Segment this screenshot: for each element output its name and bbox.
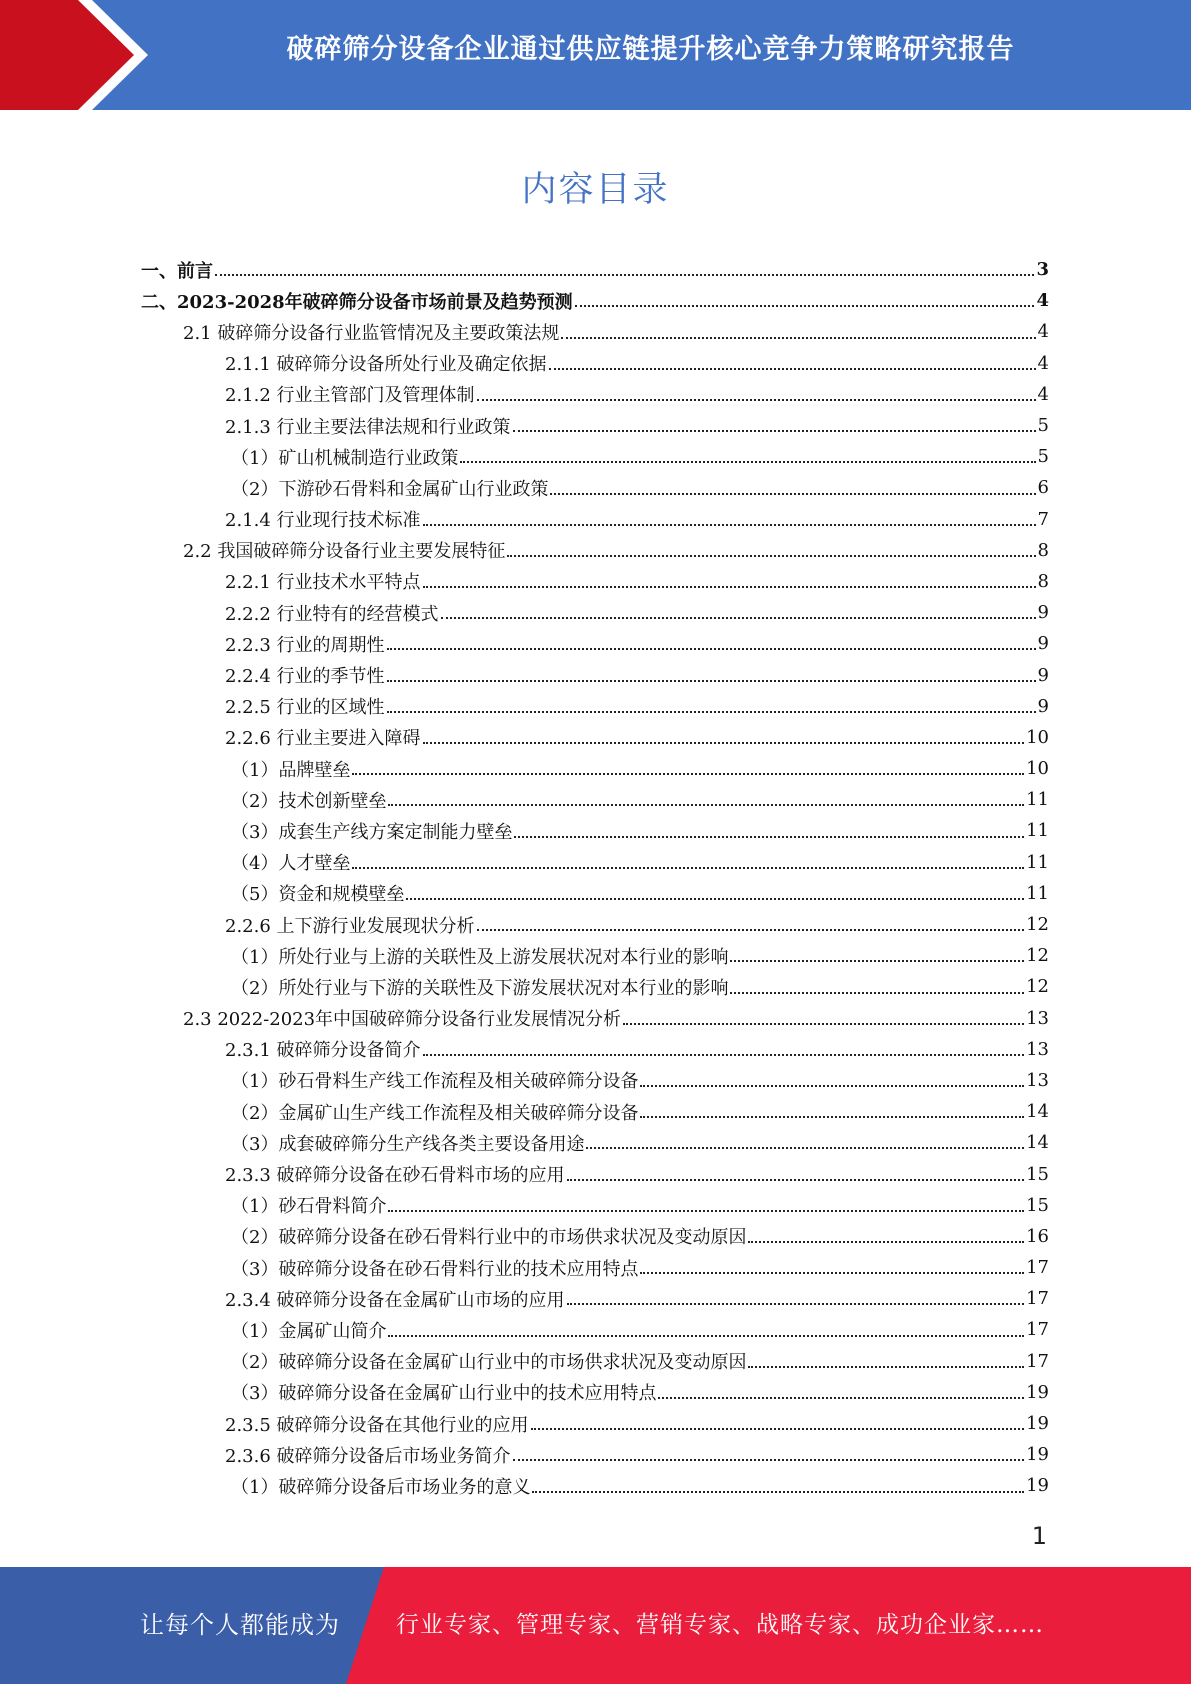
toc-entry[interactable]: [141, 971, 1049, 1002]
toc-entry[interactable]: [141, 815, 1049, 846]
toc-dot-leader: [730, 992, 1024, 994]
toc-entry-label: （1）品牌壁垒: [231, 759, 351, 781]
toc-entry[interactable]: [141, 940, 1049, 971]
toc-entry-label: （1）矿山机械制造行业政策: [231, 447, 459, 469]
toc-entry-page: 9: [1037, 602, 1049, 624]
toc-entry-page: 17: [1026, 1288, 1049, 1310]
toc-entry[interactable]: [141, 1283, 1049, 1314]
toc-entry-page: 11: [1026, 882, 1049, 904]
toc-dot-leader: [567, 1303, 1025, 1305]
toc-entry-label: 一、前言: [141, 260, 213, 282]
toc-dot-leader: [215, 274, 1034, 276]
toc-entry-page: 3: [1036, 259, 1049, 281]
toc-entry[interactable]: [141, 504, 1049, 535]
toc-entry-page: 5: [1037, 415, 1049, 437]
toc-entry-label: （3）破碎筛分设备在金属矿山行业中的技术应用特点: [231, 1383, 657, 1405]
toc-entry-page: 5: [1037, 446, 1049, 468]
toc-entry-page: 15: [1026, 1194, 1049, 1216]
toc-entry[interactable]: [141, 1470, 1049, 1501]
toc-entry-page: 14: [1026, 1101, 1049, 1123]
toc-dot-leader: [561, 337, 1035, 339]
toc-entry-label: （2）技术创新壁垒: [231, 790, 387, 812]
toc-dot-leader: [640, 1085, 1024, 1087]
toc-entry-label: 2.1.3 行业主要法律法规和行业政策: [225, 416, 511, 438]
toc-entry[interactable]: [141, 379, 1049, 410]
toc-dot-leader: [623, 1023, 1024, 1025]
toc-dot-leader: [549, 368, 1036, 370]
toc-entry-label: 2.2.5 行业的区域性: [225, 697, 385, 719]
toc-entry-label: 2.1.1 破碎筛分设备所处行业及确定依据: [225, 354, 547, 376]
toc-entry-page: 11: [1026, 851, 1049, 873]
toc-entry[interactable]: [141, 1190, 1049, 1221]
toc-entry-page: 19: [1026, 1475, 1049, 1497]
toc-dot-leader: [513, 430, 1036, 432]
toc-entry-page: 11: [1026, 789, 1049, 811]
toc-entry[interactable]: [141, 316, 1049, 347]
toc-entry-page: 13: [1026, 1069, 1049, 1091]
header-chevron-decoration: [0, 0, 160, 110]
toc-dot-leader: [748, 1241, 1024, 1243]
toc-entry[interactable]: [141, 1158, 1049, 1189]
toc-dot-leader: [423, 1054, 1025, 1056]
toc-entry-page: 17: [1026, 1350, 1049, 1372]
toc-entry[interactable]: [141, 597, 1049, 628]
toc-dot-leader: [514, 836, 1024, 838]
toc-dot-leader: [640, 1116, 1024, 1118]
toc-entry-page: 19: [1026, 1444, 1049, 1466]
toc-entry-label: 2.2.6 行业主要进入障碍: [225, 728, 421, 750]
toc-entry-page: 4: [1037, 352, 1049, 374]
toc-entry-label: （1）金属矿山简介: [231, 1320, 387, 1342]
toc-entry[interactable]: [141, 878, 1049, 909]
toc-entry[interactable]: [141, 784, 1049, 815]
table-of-contents: [141, 254, 1049, 1502]
toc-entry-label: （2）金属矿山生产线工作流程及相关破碎筛分设备: [231, 1102, 639, 1124]
toc-entry-label: 2.2.6 上下游行业发展现状分析: [225, 915, 475, 937]
toc-entry[interactable]: [141, 628, 1049, 659]
toc-entry-page: 19: [1026, 1413, 1049, 1435]
toc-dot-leader: [550, 493, 1035, 495]
toc-dot-leader: [748, 1366, 1024, 1368]
page-footer: [0, 1567, 1191, 1684]
toc-dot-leader: [513, 1459, 1025, 1461]
toc-entry[interactable]: [141, 909, 1049, 940]
toc-entry-page: 9: [1037, 664, 1049, 686]
toc-entry-page: 4: [1036, 290, 1049, 312]
toc-entry[interactable]: [141, 1439, 1049, 1470]
toc-entry-label: 二、2023-2028年破碎筛分设备市场前景及趋势预测: [141, 291, 573, 313]
toc-entry[interactable]: [141, 1127, 1049, 1158]
toc-dot-leader: [477, 929, 1025, 931]
toc-entry[interactable]: [141, 1252, 1049, 1283]
toc-entry-label: （2）破碎筛分设备在金属矿山行业中的市场供求状况及变动原因: [231, 1352, 747, 1374]
toc-entry-label: （3）成套生产线方案定制能力壁垒: [231, 821, 513, 843]
toc-dot-leader: [658, 1397, 1024, 1399]
toc-entry-label: 2.2.4 行业的季节性: [225, 666, 385, 688]
toc-entry[interactable]: [141, 1377, 1049, 1408]
toc-entry-page: 12: [1026, 914, 1049, 936]
toc-entry[interactable]: [141, 472, 1049, 503]
toc-entry-label: 2.3.1 破碎筛分设备简介: [225, 1040, 421, 1062]
toc-entry-label: 2.3.5 破碎筛分设备在其他行业的应用: [225, 1414, 529, 1436]
toc-dot-leader: [406, 898, 1024, 900]
toc-entry[interactable]: [141, 722, 1049, 753]
toc-entry-label: 2.2 我国破碎筛分设备行业主要发展特征: [183, 541, 506, 563]
toc-entry-page: 15: [1026, 1163, 1049, 1185]
toc-dot-leader: [507, 555, 1035, 557]
toc-entry-page: 7: [1037, 508, 1049, 530]
toc-entry[interactable]: [141, 1221, 1049, 1252]
toc-dot-leader: [387, 648, 1036, 650]
toc-entry[interactable]: [141, 566, 1049, 597]
toc-entry[interactable]: [141, 1003, 1049, 1034]
toc-dot-leader: [640, 1272, 1024, 1274]
toc-dot-leader: [352, 867, 1024, 869]
toc-dot-leader: [423, 524, 1036, 526]
toc-dot-leader: [477, 399, 1036, 401]
toc-entry-page: 10: [1026, 758, 1049, 780]
toc-entry-page: 9: [1037, 633, 1049, 655]
toc-entry[interactable]: [141, 847, 1049, 878]
toc-entry-label: （2）所处行业与下游的关联性及下游发展状况对本行业的影响: [231, 977, 729, 999]
footer-slogan-right: 行业专家、管理专家、营销专家、战略专家、成功企业家……: [396, 1612, 1044, 1638]
toc-entry-label: 2.3.3 破碎筛分设备在砂石骨料市场的应用: [225, 1165, 565, 1187]
toc-dot-leader: [586, 1147, 1024, 1149]
toc-entry-page: 9: [1037, 695, 1049, 717]
toc-entry-label: 2.3.4 破碎筛分设备在金属矿山市场的应用: [225, 1289, 565, 1311]
toc-entry-page: 8: [1037, 539, 1049, 561]
toc-entry-label: 2.1.4 行业现行技术标准: [225, 510, 421, 532]
page-header: [0, 0, 1191, 110]
toc-dot-leader: [730, 960, 1024, 962]
toc-dot-leader: [460, 461, 1035, 463]
toc-entry[interactable]: [141, 285, 1049, 316]
toc-entry-page: 13: [1026, 1038, 1049, 1060]
toc-entry[interactable]: [141, 1065, 1049, 1096]
toc-entry-page: 17: [1026, 1257, 1049, 1279]
toc-entry-label: （4）人才壁垒: [231, 853, 351, 875]
toc-entry-label: （2）下游砂石骨料和金属矿山行业政策: [231, 478, 549, 500]
toc-entry-label: （3）破碎筛分设备在砂石骨料行业的技术应用特点: [231, 1258, 639, 1280]
toc-entry-label: （1）破碎筛分设备后市场业务的意义: [231, 1476, 531, 1498]
page-number: 1: [1031, 1522, 1047, 1550]
toc-entry-label: 2.3 2022-2023年中国破碎筛分设备行业发展情况分析: [183, 1009, 622, 1031]
toc-entry-label: 2.1 破碎筛分设备行业监管情况及主要政策法规: [183, 322, 560, 344]
toc-entry[interactable]: [141, 1034, 1049, 1065]
toc-entry-page: 16: [1026, 1225, 1049, 1247]
toc-entry[interactable]: [141, 441, 1049, 472]
toc-dot-leader: [441, 617, 1036, 619]
toc-entry-page: 6: [1037, 477, 1049, 499]
toc-dot-leader: [388, 1210, 1024, 1212]
toc-dot-leader: [531, 1428, 1025, 1430]
toc-entry-page: 14: [1026, 1132, 1049, 1154]
toc-entry[interactable]: [141, 753, 1049, 784]
toc-dot-leader: [423, 586, 1036, 588]
toc-dot-leader: [352, 773, 1024, 775]
toc-entry-label: （3）成套破碎筛分生产线各类主要设备用途: [231, 1133, 585, 1155]
toc-entry[interactable]: [141, 348, 1049, 379]
toc-entry[interactable]: [141, 1408, 1049, 1439]
toc-entry[interactable]: [141, 535, 1049, 566]
toc-entry-label: 2.2.3 行业的周期性: [225, 634, 385, 656]
toc-entry-page: 4: [1037, 321, 1049, 343]
toc-entry[interactable]: [141, 691, 1049, 722]
toc-entry-label: （1）砂石骨料简介: [231, 1196, 387, 1218]
toc-dot-leader: [388, 1335, 1024, 1337]
toc-entry-label: （2）破碎筛分设备在砂石骨料行业中的市场供求状况及变动原因: [231, 1227, 747, 1249]
toc-entry-page: 19: [1026, 1381, 1049, 1403]
footer-slogan-left: 让每个人都能成为: [140, 1611, 340, 1639]
toc-entry-page: 12: [1026, 976, 1049, 998]
toc-entry-label: 2.2.2 行业特有的经营模式: [225, 603, 439, 625]
toc-entry-page: 11: [1026, 820, 1049, 842]
toc-entry-page: 17: [1026, 1319, 1049, 1341]
toc-entry-page: 4: [1037, 383, 1049, 405]
toc-heading: 内容目录: [521, 170, 670, 210]
toc-entry-page: 8: [1037, 570, 1049, 592]
toc-entry-label: 2.2.1 行业技术水平特点: [225, 572, 421, 594]
toc-entry[interactable]: [141, 410, 1049, 441]
toc-entry-label: （5）资金和规模壁垒: [231, 884, 405, 906]
toc-dot-leader: [388, 804, 1024, 806]
toc-dot-leader: [575, 305, 1035, 307]
toc-entry-page: 13: [1026, 1007, 1049, 1029]
toc-entry-label: （1）所处行业与上游的关联性及上游发展状况对本行业的影响: [231, 946, 729, 968]
toc-entry[interactable]: [141, 1096, 1049, 1127]
toc-dot-leader: [387, 711, 1036, 713]
toc-dot-leader: [532, 1491, 1024, 1493]
toc-dot-leader: [423, 742, 1025, 744]
toc-dot-leader: [567, 1179, 1025, 1181]
toc-entry-label: 2.3.6 破碎筛分设备后市场业务简介: [225, 1445, 511, 1467]
toc-entry-label: （1）砂石骨料生产线工作流程及相关破碎筛分设备: [231, 1071, 639, 1093]
toc-entry[interactable]: [141, 659, 1049, 690]
toc-entry[interactable]: [141, 254, 1049, 285]
toc-entry-label: 2.1.2 行业主管部门及管理体制: [225, 385, 475, 407]
toc-entry[interactable]: [141, 1314, 1049, 1345]
toc-entry-page: 12: [1026, 945, 1049, 967]
toc-dot-leader: [387, 680, 1036, 682]
toc-entry-page: 10: [1026, 726, 1049, 748]
toc-entry[interactable]: [141, 1346, 1049, 1377]
report-title: 破碎筛分设备企业通过供应链提升核心竞争力策略研究报告: [286, 34, 1015, 65]
